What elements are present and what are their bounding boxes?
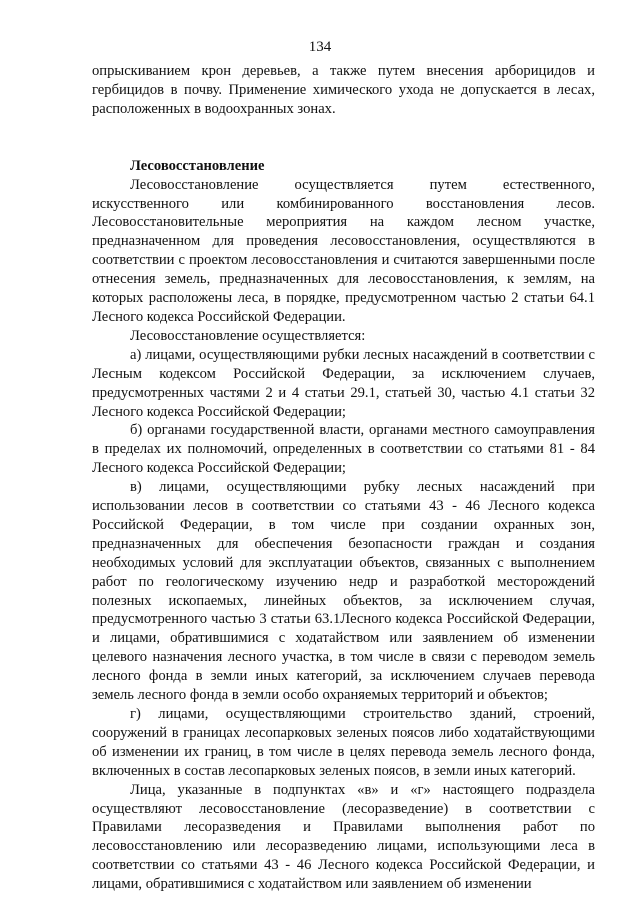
list-item-v: в) лицами, осуществляющими рубку лесных насаждений при использовании лесов в соответствии со статьями 43 - 46 Лесного кодекса Российской Федерации, в том числе при создании охранных зон, предназначенных для обеспечения безопасности граждан и создания необходимых условий для эксплуатации объектов, связанных с выполнением работ по геологическому изучению недр и разработкой месторождений полезных ископаемых, линейных объектов, за исключением случая, предусмотренного частью 3 статьи 63.1Лесного кодекса Российской Федерации, и лицами, обратившимися с ходатайством или заявлением об изменении целевого назначения лесного участка, в том числе в связи с переводом земель лесного фонда в земли иных категорий, за исключением случаев перевода земель лесного фонда в земли особо охраняемых территорий и объектов; xyxy=(92,479,595,704)
document-body xyxy=(92,62,595,894)
page-number: 134 xyxy=(308,39,332,55)
list-item-g: г) лицами, осуществляющими строительство зданий, строений, сооружений в границах лесопарковых зеленых поясов либо ходатайствующими об изменении их границ, в том числе в целях перевода земель лесного фонда, включенных в состав лесопарковых зеленых поясов, в земли иных категорий. xyxy=(92,706,595,779)
paragraph-reforestation-performed-by: Лесовосстановление осуществляется: xyxy=(130,327,366,344)
list-item-b: б) органами государственной власти, органами местного самоуправления в пределах их полномочий, определенных в соответствии со статьями 81 - 84 Лесного кодекса Российской Федерации; xyxy=(92,422,595,477)
list-item-a: а) лицами, осуществляющими рубки лесных насаждений в соответствии с Лесным кодексом Российской Федерации, за исключением случаев, предусмотренных частями 2 и 4 статьи 29.1, статьей 30, частью 4.1 статьи 32 Лесного кодекса Российской Федерации; xyxy=(92,346,595,420)
intro-paragraph: опрыскиванием крон деревьев, а также путем внесения арборицидов и гербицидов в почву. Применение химического ухода не допускается в лесах, расположенных в водоохранных зонах. xyxy=(92,63,595,117)
paragraph-persons-in-subitems: Лица, указанные в подпунктах «в» и «г» настоящего подраздела осуществляют лесовосстановление (лесоразведение) в соответствии с Правилами лесоразведения и Правилами выполнения работ по лесовосстановлению или лесоразведению лицами, использующими леса в соответствии со статьями 43 - 46 Лесного кодекса Российской Федерации, и лицами, обратившимися с ходатайством или заявлением об изменении xyxy=(92,781,595,893)
section-heading: Лесовосстановление xyxy=(130,157,265,174)
section-gap xyxy=(92,119,595,157)
paragraph-reforestation-methods: Лесовосстановление осуществляется путем естественного, искусственного или комбинированного восстановления лесов. Лесовосстановительные мероприятия на каждом лесном участке, предназначенном для проведения лесовосстановления, осуществляются в соответствии с проектом лесовосстановления и считаются завершенными после отнесения земель, предназначенных для лесовосстановления, к землям, на которых расположены леса, в порядке, предусмотренном частью 2 статьи 64.1 Лесного кодекса Российской Федерации. xyxy=(92,176,595,325)
